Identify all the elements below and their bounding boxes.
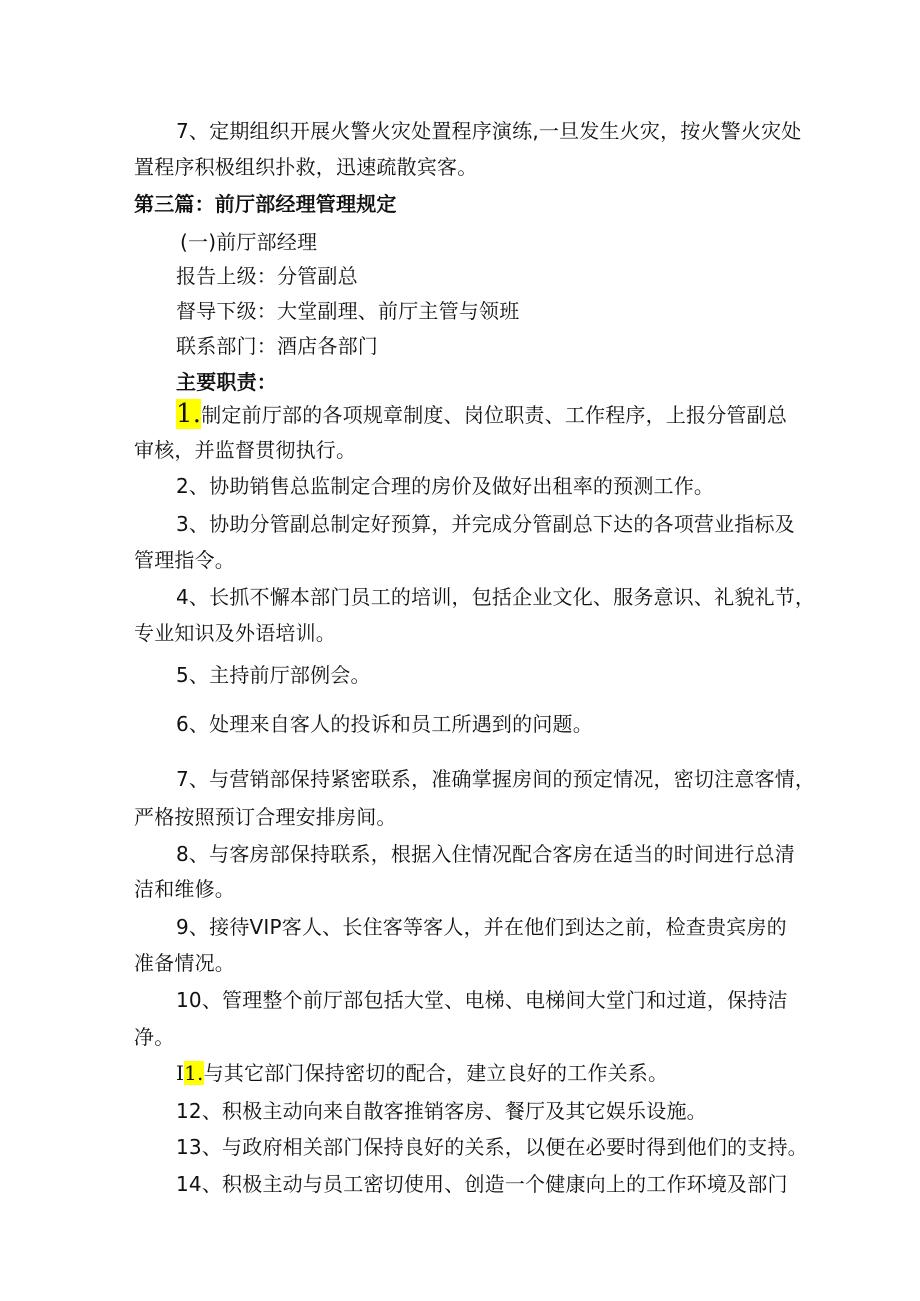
duty-13: 13、与政府相关部门保持良好的关系，以便在必要时得到他们的支持。 [176,1135,808,1159]
report-to-line: 报告上级：分管副总 [176,264,358,288]
duty-1-number: 1. [176,399,202,429]
duty-1-line-1 [176,401,787,428]
duty-7-line-1: 7、与营销部保持紧密联系，准确掌握房间的预定情况，密切注意客情， [176,767,816,791]
duty-1-line-2: 审核，并监督贯彻执行。 [134,438,357,462]
duty-3-line-1: 3、协助分管副总制定好预算，并完成分管副总下达的各项营业指标及 [176,512,795,536]
duty-11 [176,1060,668,1086]
duty-14: 14、积极主动与员工密切使用、创造一个健康向上的工作环境及部门 [176,1172,788,1196]
duty-4-line-1: 4、长抓不懈本部门员工的培训，包括企业文化、服务意识、礼貌礼节， [176,585,816,609]
duty-2: 2、协助销售总监制定合理的房价及做好出租率的预测工作。 [176,474,715,498]
duty-11-number: 1. [184,1061,204,1085]
duty-11-text: 与其它部门保持密切的配合，建立良好的工作关系。 [203,1061,669,1085]
duty-7-line-2: 严格按照预订合理安排房间。 [134,805,397,829]
paragraph-7-line-2: 置程序积极组织扑救，迅速疏散宾客。 [134,155,478,179]
duty-12: 12、积极主动向来自散客推销客房、餐厅及其它娱乐设施。 [176,1099,707,1123]
section-heading: 第三篇：前厅部经理管理规定 [134,192,397,216]
duty-10-line-2: 净。 [134,1025,175,1049]
duty-1-text: 制定前厅部的各项规章制度、岗位职责、工作程序，上报分管副总 [201,403,788,427]
duty-6: 6、处理来自客人的投诉和员工所遇到的问题。 [176,712,593,736]
duty-9-line-2: 准备情况。 [134,951,235,975]
duty-11-prefix: I [176,1061,185,1085]
contact-line: 联系部门：酒店各部门 [176,334,378,358]
duty-10-line-1: 10、管理整个前厅部包括大堂、电梯、电梯间大堂门和过道，保持洁 [176,988,788,1012]
duty-8-line-1: 8、与客房部保持联系，根据入住情况配合客房在适当的时间进行总清 [176,842,795,866]
duty-4-line-2: 专业知识及外语培训。 [134,621,336,645]
duties-label: 主要职责： [176,370,277,394]
duty-3-line-2: 管理指令。 [134,548,235,572]
duty-5: 5、主持前厅部例会。 [176,663,371,687]
duty-9-line-1: 9、接待VIP客人、长住客等客人，并在他们到达之前，检查贵宾房的 [176,915,787,939]
supervise-line: 督导下级：大堂副理、前厅主管与领班 [176,299,520,323]
duty-8-line-2: 洁和维修。 [134,877,235,901]
subheading: (一)前厅部经理 [180,230,318,254]
paragraph-7-line-1: 7、定期组织开展火警火灾处置程序演练,一旦发生火灾，按火警火灾处 [176,119,802,143]
